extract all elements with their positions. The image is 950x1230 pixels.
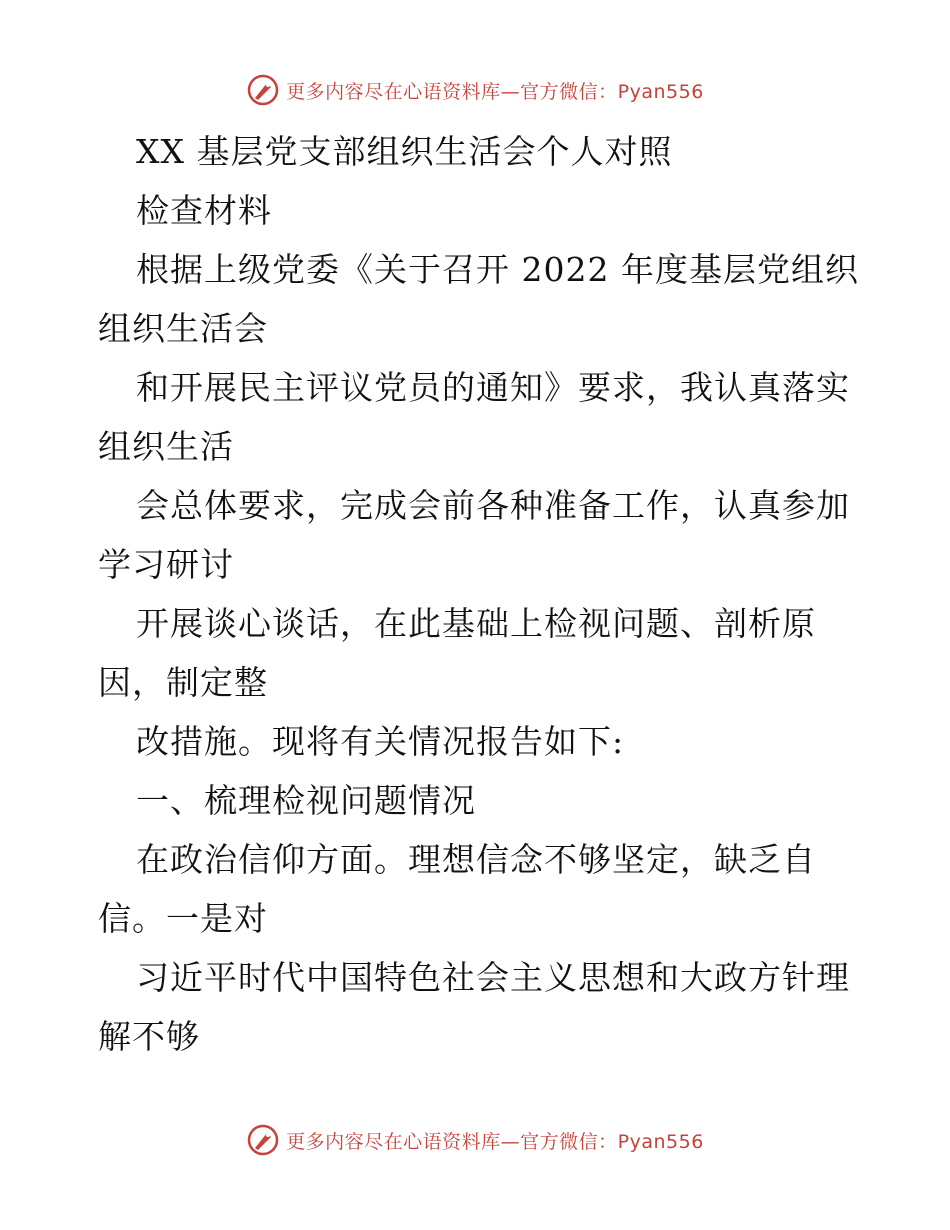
pen-nib-logo-icon (246, 73, 280, 107)
paragraph-line: 和开展民主评议党员的通知》要求，我认真落实 (136, 368, 850, 407)
footer-watermark-banner (0, 1120, 950, 1160)
paragraph-line: 根据上级党委《关于召开 2022 年度基层党组织 (136, 250, 859, 289)
section-heading: 一、梳理检视问题情况 (136, 781, 476, 820)
paragraph-line: 学习研讨 (98, 545, 234, 584)
footer-banner-text: 更多内容尽在心语资料库—官方微信：Pyan556 (286, 1130, 704, 1153)
pen-nib-logo-icon (246, 1123, 280, 1157)
paragraph-line: 解不够 (98, 1017, 200, 1056)
header-watermark-banner (0, 70, 950, 110)
header-banner-text: 更多内容尽在心语资料库—官方微信：Pyan556 (286, 80, 704, 103)
paragraph-line: 组织生活会 (98, 309, 268, 348)
paragraph-line: 开展谈心谈话，在此基础上检视问题、剖析原 (136, 604, 816, 643)
paragraph-line: 改措施。现将有关情况报告如下: (136, 722, 625, 761)
document-title-line-1: XX 基层党支部组织生活会个人对照 (136, 132, 673, 171)
document-body (98, 122, 858, 1066)
paragraph-line: 信。一是对 (98, 899, 268, 938)
paragraph-line: 在政治信仰方面。理想信念不够坚定，缺乏自 (136, 840, 816, 879)
document-title-line-2: 检查材料 (136, 191, 272, 230)
paragraph-line: 因，制定整 (98, 663, 268, 702)
paragraph-line: 习近平时代中国特色社会主义思想和大政方针理 (136, 958, 850, 997)
paragraph-line: 组织生活 (98, 427, 234, 466)
paragraph-line: 会总体要求，完成会前各种准备工作，认真参加 (136, 486, 850, 525)
